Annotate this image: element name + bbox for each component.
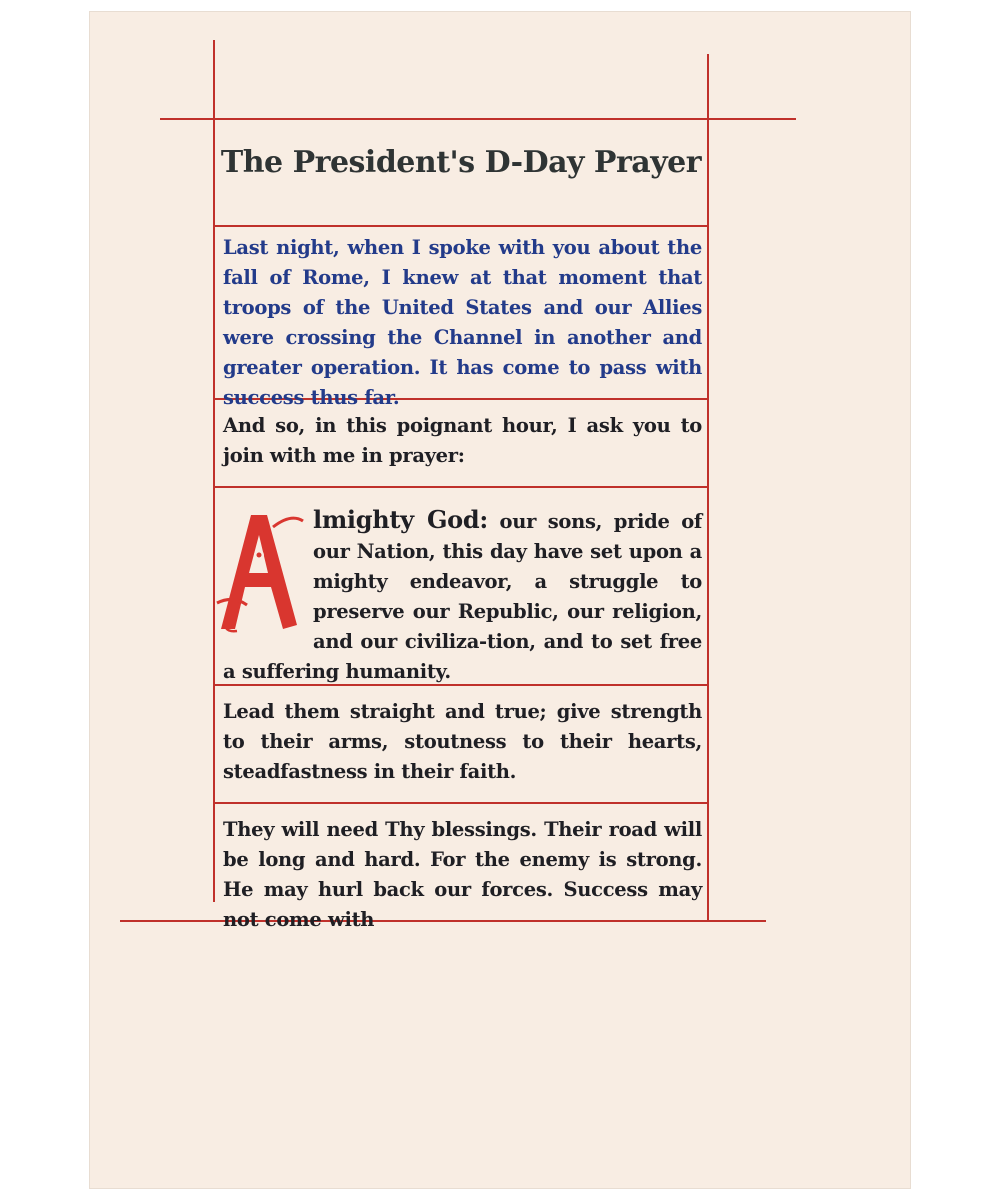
page-title: The President's D-Day Prayer — [220, 145, 702, 180]
prayer-opening-phrase: lmighty God: — [313, 505, 488, 534]
right-rule — [707, 54, 709, 920]
paragraph-blessings: They will need Thy blessings. Their road will be long and hard. For the enemy is strong. He may hurl back our forces. Success may not come with — [223, 818, 702, 931]
divider-rule — [214, 225, 708, 227]
drop-cap-letter — [213, 507, 305, 637]
paragraph-opening: Last night, when I spoke with you about the fall of Rome, I knew at that moment that troops of the United States and our Allies were crossing the Channel in another and greater operation. It has come to pass with success thus far. — [223, 236, 702, 409]
paragraph-invitation: And so, in this poignant hour, I ask you to join with me in prayer: — [223, 414, 702, 467]
paragraph-petition: Lead them straight and true; give strength to their arms, stoutness to their hearts, steadfastness in their faith. — [223, 700, 702, 783]
top-rule — [160, 118, 796, 120]
divider-rule — [214, 486, 708, 488]
paragraph-prayer-opening — [214, 505, 708, 687]
prayer-opening-text: our sons, pride of our Nation, this day have set upon a mighty endeavor, a struggle to preserve our Republic, our religion, and our civiliza-tion, and to set free a suffering humanity. — [223, 510, 702, 683]
divider-rule — [214, 802, 708, 804]
